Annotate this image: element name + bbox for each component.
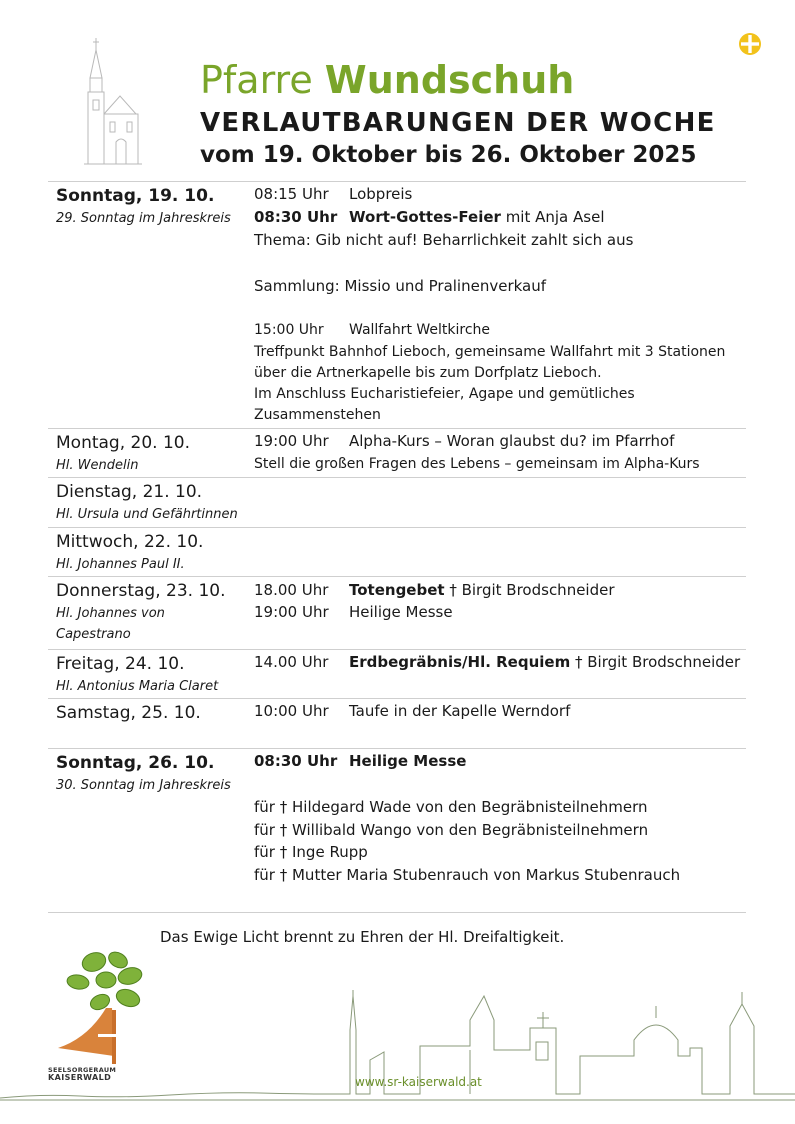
eternal-light-note: Das Ewige Licht brennt zu Ehren der Hl. Dreifaltigkeit. (160, 928, 565, 946)
event-time: 10:00 Uhr (254, 702, 329, 720)
event-description: Stell die großen Fragen des Lebens – gemeinsam im Alpha-Kurs (254, 456, 700, 472)
event-title: Lobpreis (349, 185, 413, 203)
saint-of-day: Hl. Wendelin (56, 458, 139, 473)
event-title: Heilige Messe (349, 603, 453, 621)
logo-text-seelsorgeraum: SEELSORGERAUM (48, 1066, 117, 1074)
event-time: 08:30 Uhr (254, 752, 338, 770)
event-collection: Sammlung: Missio und Pralinenverkauf (254, 277, 547, 295)
page-title (200, 58, 574, 102)
event-description: über die Artnerkapelle bis zum Dorfplatz Lieboch. (254, 365, 602, 381)
day-heading: Freitag, 24. 10. (56, 654, 185, 674)
event-time: 08:15 Uhr (254, 185, 329, 203)
mass-intention: für † Mutter Maria Stubenrauch von Markus Stubenrauch (254, 866, 681, 884)
event-title: Erdbegräbnis/Hl. Requiem (349, 653, 571, 671)
diocese-cross-logo-icon (738, 32, 762, 56)
divider (48, 527, 746, 528)
page-subtitle: VERLAUTBARUNGEN DER WOCHE (200, 108, 716, 138)
divider (48, 181, 746, 182)
divider (48, 649, 746, 650)
event-title: Alpha-Kurs – Woran glaubst du? im Pfarrhof (349, 432, 675, 450)
date-range: vom 19. Oktober bis 26. Oktober 2025 (200, 142, 697, 168)
day-heading: Sonntag, 19. 10. (56, 186, 215, 206)
saint-of-day: Hl. Johannes Paul II. (56, 557, 185, 572)
event-title-line (349, 581, 615, 599)
event-time: 19:00 Uhr (254, 432, 329, 450)
day-heading: Samstag, 25. 10. (56, 703, 201, 723)
event-title-line (349, 208, 605, 226)
mass-intention: für † Inge Rupp (254, 843, 368, 861)
mass-intention: für † Willibald Wango von den Begräbnisteilnehmern (254, 821, 649, 839)
event-description: Zusammenstehen (254, 407, 381, 423)
event-time: 18.00 Uhr (254, 581, 329, 599)
divider (48, 477, 746, 478)
day-heading: Mittwoch, 22. 10. (56, 532, 204, 552)
event-description: Im Anschluss Eucharistiefeier, Agape und gemütliches (254, 386, 635, 402)
logo-text-kaiserwald: KAISERWALD (48, 1073, 112, 1082)
divider (48, 748, 746, 749)
divider (48, 698, 746, 699)
divider (48, 912, 746, 913)
church-drawing-icon (82, 38, 144, 166)
event-time: 14.00 Uhr (254, 653, 329, 671)
mass-intention: für † Hildegard Wade von den Begräbnisteilnehmern (254, 798, 648, 816)
event-title: Heilige Messe (349, 752, 467, 770)
divider (48, 428, 746, 429)
event-title: Wallfahrt Weltkirche (349, 322, 491, 338)
event-deceased: † Birgit Brodschneider (570, 653, 741, 671)
day-heading: Sonntag, 26. 10. (56, 753, 215, 773)
event-title: Totengebet (349, 581, 445, 599)
event-theme: Thema: Gib nicht auf! Beharrlichkeit zahlt sich aus (254, 231, 634, 249)
saint-of-day: Hl. Ursula und Gefährtinnen (56, 507, 238, 522)
saint-of-day: Hl. Antonius Maria Claret (56, 679, 219, 694)
event-time: 19:00 Uhr (254, 603, 329, 621)
event-title: Taufe in der Kapelle Werndorf (349, 702, 571, 720)
title-parish-word: Pfarre (200, 58, 313, 102)
day-heading: Dienstag, 21. 10. (56, 482, 203, 502)
liturgical-day: 30. Sonntag im Jahreskreis (56, 778, 231, 793)
event-deceased: † Birgit Brodschneider (444, 581, 615, 599)
event-title: Wort-Gottes-Feier (349, 208, 501, 226)
event-description: Treffpunkt Bahnhof Lieboch, gemeinsame Wallfahrt mit 3 Stationen (254, 344, 726, 360)
day-heading: Montag, 20. 10. (56, 433, 190, 453)
event-leader: mit Anja Asel (500, 208, 605, 226)
saint-of-day: Hl. Johannes von (56, 606, 165, 621)
website-link[interactable]: www.sr-kaiserwald.at (355, 1075, 482, 1089)
event-time: 15:00 Uhr (254, 322, 324, 338)
event-title-line (349, 653, 740, 671)
event-time: 08:30 Uhr (254, 208, 338, 226)
title-parish-name: Wundschuh (324, 58, 575, 102)
saint-of-day: Capestrano (56, 627, 131, 642)
liturgical-day: 29. Sonntag im Jahreskreis (56, 211, 231, 226)
day-heading: Donnerstag, 23. 10. (56, 581, 226, 601)
divider (48, 576, 746, 577)
